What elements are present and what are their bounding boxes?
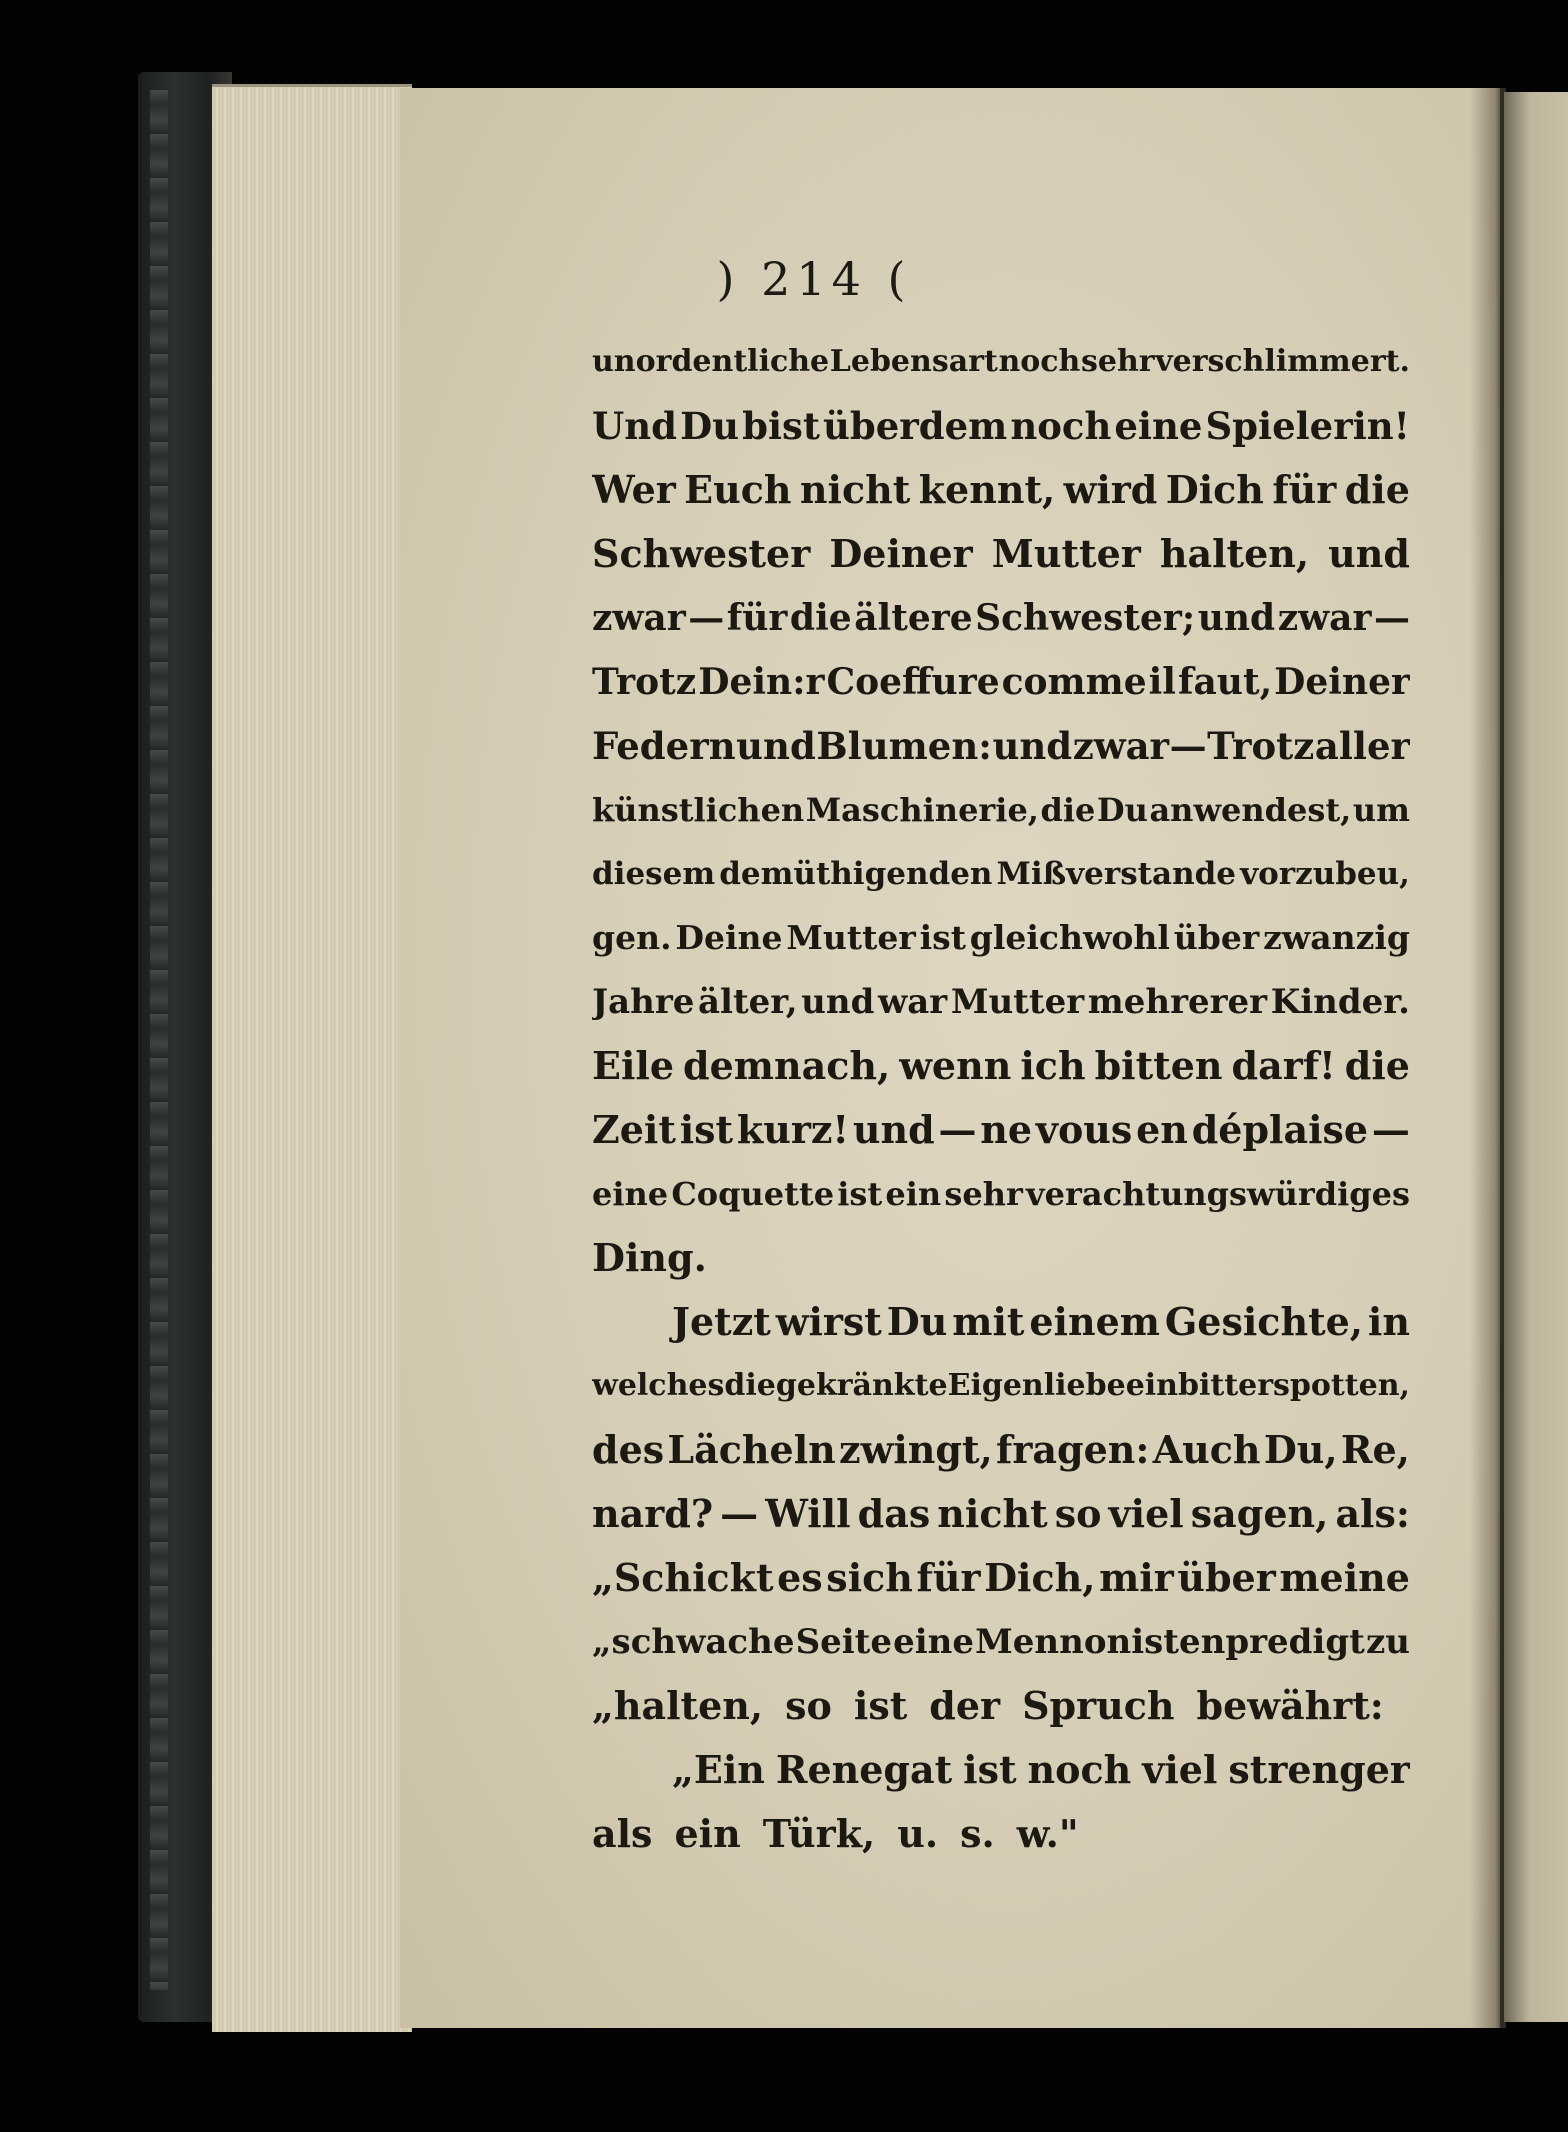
word: Du,: [1263, 1427, 1338, 1472]
text-line: [592, 1226, 1410, 1290]
word: —: [688, 597, 725, 639]
word: noch: [1010, 404, 1112, 448]
word: il: [1148, 661, 1176, 703]
word: demüthigenden: [719, 856, 993, 892]
word: wenn: [899, 1043, 1012, 1088]
word: Du: [886, 1299, 948, 1344]
word: gekränkte: [775, 1368, 948, 1403]
text-line: [592, 1546, 1410, 1610]
word: gen.: [592, 918, 672, 957]
word: nard?: [592, 1491, 714, 1536]
word: als: [592, 1811, 653, 1856]
word: w.": [1016, 1811, 1079, 1856]
word: s.: [960, 1811, 995, 1856]
word: Schwester;: [975, 597, 1196, 639]
word: Seite: [795, 1622, 893, 1662]
word: Mißverstande: [996, 856, 1237, 892]
word: Ding.: [592, 1235, 707, 1280]
word: welches: [592, 1368, 725, 1403]
text-line: [592, 650, 1410, 714]
text-line: [592, 1482, 1410, 1546]
word: bitterspotten,: [1178, 1368, 1410, 1403]
word: „Schickt: [592, 1555, 774, 1600]
word: Deiner: [1274, 661, 1410, 703]
word: nicht: [799, 467, 911, 512]
word: „halten,: [592, 1683, 764, 1728]
text-line: [592, 330, 1410, 394]
word: und: [1197, 597, 1276, 639]
word: Gesichte,: [1164, 1299, 1364, 1344]
word: ein: [674, 1811, 741, 1856]
text-line: [592, 906, 1410, 970]
word: ist: [919, 918, 966, 957]
word: mehrerer: [1087, 982, 1268, 1022]
word: —: [1373, 597, 1410, 639]
facing-page-edge: [1504, 92, 1568, 2022]
word: Auch: [1152, 1427, 1261, 1472]
word: halten,: [1159, 531, 1310, 576]
word: Dein:r: [698, 661, 825, 703]
word: ist: [837, 1175, 883, 1213]
word: für: [1272, 467, 1337, 512]
text-line: [592, 1034, 1410, 1098]
word: ne: [980, 1107, 1033, 1152]
word: u.: [897, 1811, 939, 1856]
word: —: [1371, 1107, 1410, 1152]
word: zwanzig: [1263, 918, 1410, 957]
text-line: [592, 1162, 1410, 1226]
word: comme: [1001, 661, 1147, 703]
word: Renegat: [775, 1747, 953, 1792]
word: mir: [1099, 1555, 1174, 1600]
word: Mutter: [786, 918, 916, 957]
word: in: [1367, 1299, 1410, 1344]
word: Re,: [1340, 1427, 1410, 1472]
word: Federn: [592, 724, 736, 768]
word: en: [1136, 1107, 1188, 1152]
word: war: [878, 982, 948, 1022]
word: bist: [742, 404, 820, 448]
word: der: [929, 1683, 1001, 1728]
word: Jetzt: [672, 1299, 771, 1344]
word: meine: [1279, 1555, 1410, 1600]
word: „schwache: [592, 1622, 795, 1662]
text-line: [592, 1674, 1410, 1738]
text-line: [592, 1098, 1410, 1162]
word: viel: [1108, 1491, 1184, 1536]
word: Trotz: [592, 661, 697, 703]
word: bitten: [1094, 1043, 1223, 1088]
word: viel: [1142, 1747, 1218, 1792]
word: Trotz: [1207, 724, 1315, 768]
word: überdem: [822, 404, 1008, 448]
word: und: [1328, 531, 1410, 576]
word: Coquette: [671, 1175, 835, 1213]
word: Und: [592, 404, 678, 448]
word: sich: [826, 1555, 913, 1600]
word: Lächeln: [667, 1427, 836, 1472]
text-line: [592, 1610, 1410, 1674]
word: ist: [963, 1747, 1017, 1792]
word: eine: [893, 1622, 975, 1662]
word: Maschinerie,: [805, 791, 1039, 829]
word: ein: [885, 1175, 942, 1213]
word: Deiner: [829, 531, 973, 576]
word: wird: [1063, 467, 1158, 512]
word: diesem: [592, 856, 716, 892]
word: Schwester: [592, 531, 811, 576]
word: verachtungswürdiges: [1026, 1175, 1410, 1213]
word: und: [852, 1107, 935, 1152]
word: Türk,: [762, 1811, 876, 1856]
word: Deine: [675, 918, 783, 957]
word: ich: [1020, 1043, 1086, 1088]
text-line: [592, 1738, 1410, 1802]
word: die: [724, 1368, 776, 1403]
word: des: [592, 1427, 665, 1472]
word: zu: [1365, 1622, 1410, 1662]
word: die: [1344, 467, 1410, 512]
word: und: [801, 982, 875, 1022]
word: ältere: [854, 597, 973, 639]
word: Mennonistenpredigt: [975, 1622, 1365, 1662]
word: kennt,: [918, 467, 1056, 512]
word: nicht: [937, 1491, 1048, 1536]
word: Kinder.: [1270, 982, 1410, 1022]
word: verschlimmert.: [1155, 344, 1410, 379]
word: —: [1169, 724, 1207, 768]
word: fragen:: [996, 1427, 1150, 1472]
word: noch: [998, 344, 1081, 379]
word: —: [720, 1491, 759, 1536]
text-line: [592, 778, 1410, 842]
word: Mutter: [991, 531, 1141, 576]
word: vous: [1035, 1107, 1133, 1152]
word: ein: [1125, 1368, 1178, 1403]
word: Jahre: [592, 982, 695, 1022]
word: Euch: [684, 467, 792, 512]
word: für: [916, 1555, 981, 1600]
word: Du: [680, 404, 740, 448]
word: eine: [592, 1175, 669, 1213]
word: vorzubeu,: [1240, 856, 1410, 892]
word: Du: [1096, 791, 1148, 829]
word: gleichwohl: [969, 918, 1170, 957]
text-line: [592, 1802, 1410, 1866]
word: und: [992, 724, 1073, 768]
word: noch: [1027, 1747, 1132, 1792]
word: über: [1173, 918, 1260, 957]
word: Spruch: [1022, 1683, 1175, 1728]
word: Spielerin!: [1205, 404, 1410, 448]
text-line: [592, 586, 1410, 650]
word: die: [1344, 1043, 1410, 1088]
word: einem: [1029, 1299, 1160, 1344]
word: Eigenliebe: [947, 1368, 1126, 1403]
text-line: [592, 1290, 1410, 1354]
word: Dich: [1165, 467, 1264, 512]
word: sagen,: [1190, 1491, 1329, 1536]
word: Coeffure: [826, 661, 1000, 703]
word: eine: [1114, 404, 1203, 448]
word: wirst: [775, 1299, 882, 1344]
word: aller: [1314, 724, 1410, 768]
word: zwar: [1277, 597, 1372, 639]
word: so: [785, 1683, 832, 1728]
word: zwar: [1072, 724, 1170, 768]
word: Wer: [592, 467, 676, 512]
text-line: [592, 970, 1410, 1034]
word: als:: [1335, 1491, 1410, 1536]
word: Zeit: [592, 1107, 676, 1152]
page-number-header: ) 214 (: [716, 252, 912, 306]
word: strenger: [1228, 1747, 1410, 1792]
text-line: [592, 842, 1410, 906]
text-line: [592, 394, 1410, 458]
word: bewährt:: [1196, 1683, 1384, 1728]
word: künstlichen: [592, 791, 805, 829]
word: unordentliche: [592, 344, 830, 379]
word: Will: [765, 1491, 851, 1536]
word: ist: [853, 1683, 908, 1728]
text-line: [592, 458, 1410, 522]
word: darf!: [1231, 1043, 1336, 1088]
word: Lebensart: [829, 344, 998, 379]
word: demnach,: [683, 1043, 891, 1088]
word: für: [726, 597, 788, 639]
page-edges: [212, 84, 412, 2032]
text-line: [592, 714, 1410, 778]
word: sehr: [944, 1175, 1023, 1213]
text-line: [592, 1354, 1410, 1418]
word: über: [1177, 1555, 1276, 1600]
page-text: [592, 330, 1410, 1866]
word: älter,: [698, 982, 798, 1022]
word: kurz!: [736, 1107, 850, 1152]
word: mit: [952, 1299, 1025, 1344]
word: zwar: [592, 597, 686, 639]
word: sehr: [1080, 344, 1155, 379]
word: —: [938, 1107, 977, 1152]
word: so: [1054, 1491, 1102, 1536]
word: Eile: [592, 1043, 675, 1088]
word: Dich,: [984, 1555, 1096, 1600]
word: ist: [679, 1107, 734, 1152]
text-line: [592, 522, 1410, 586]
word: „Ein: [672, 1747, 765, 1792]
word: Blumen:: [816, 724, 992, 768]
word: zwingt,: [839, 1427, 993, 1472]
word: und: [736, 724, 816, 768]
word: um: [1352, 791, 1410, 829]
word: das: [857, 1491, 931, 1536]
text-line: [592, 1418, 1410, 1482]
word: es: [777, 1555, 823, 1600]
page-gutter: [1470, 88, 1506, 2028]
word: die: [1040, 791, 1096, 829]
word: déplaise: [1191, 1107, 1369, 1152]
word: Mutter: [950, 982, 1085, 1022]
word: die: [789, 597, 852, 639]
word: faut,: [1177, 661, 1273, 703]
word: anwendest,: [1149, 791, 1352, 829]
cover-edge: [150, 90, 168, 1990]
